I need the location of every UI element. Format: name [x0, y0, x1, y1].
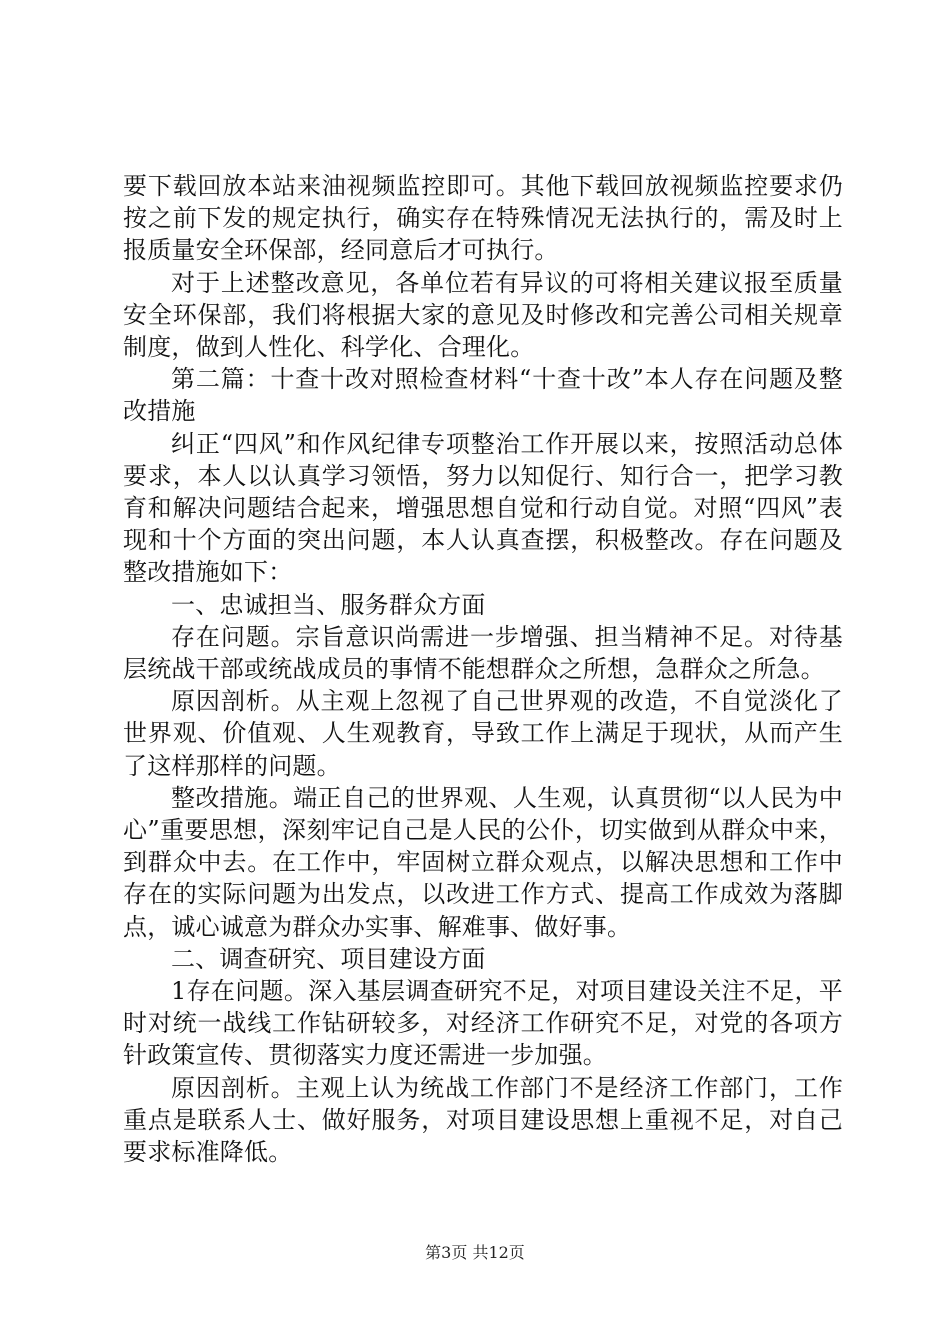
paragraph-section-title: 第二篇：十查十改对照检查材料“十查十改”本人存在问题及整改措施 — [123, 365, 843, 426]
heading-section-2: 二、调查研究、项目建设方面 — [171, 944, 486, 973]
paragraph-feedback: 对于上述整改意见，各单位若有异议的可将相关建议报至质量安全环保部，我们将根据大家的意见及时修改和完善公司相关规章制度，做到人性化、科学化、合理化。 — [123, 268, 843, 362]
paragraph-cause-1: 原因剖析。从主观上忽视了自己世界观的改造，不自觉淡化了世界观、价值观、人生观教育，导致工作上满足于现状，从而产生了这样那样的问题。 — [123, 687, 843, 780]
paragraph-measures-1: 整改措施。端正自己的世界观、人生观，认真贯彻“以人民为中心”重要思想，深刻牢记自己是人民的公仆，切实做到从群众中来，到群众中去。在工作中，牢固树立群众观点，以解决思想和工作中存在的实际问题为出发点，以改进工作方式、提高工作成效为落脚点，诚心诚意为群众办实事、解难事、做好事。 — [123, 783, 843, 941]
paragraph-intro: 纠正“四风”和作风纪律专项整治工作开展以来，按照活动总体要求，本人以认真学习领悟，努力以知促行、知行合一，把学习教育和解决问题结合起来，增强思想自觉和行动自觉。对照“四风”表现和十个方面的突出问题，本人认真查摆，积极整改。存在问题及整改措施如下： — [123, 429, 843, 587]
page-number: 第3页 共12页 — [425, 1243, 525, 1262]
paragraph-cause-2: 原因剖析。主观上认为统战工作部门不是经济工作部门，工作重点是联系人士、做好服务，对项目建设思想上重视不足，对自己要求标准降低。 — [123, 1073, 843, 1167]
paragraph-problem-1: 存在问题。宗旨意识尚需进一步增强、担当精神不足。对待基层统战干部或统战成员的事情不能想群众之所想，急群众之所急。 — [123, 622, 843, 684]
document-body — [123, 170, 843, 1168]
paragraph-continuation: 要下载回放本站来油视频监控即可。其他下载回放视频监控要求仍按之前下发的规定执行，确实存在特殊情况无法执行的，需及时上报质量安全环保部，经同意后才可执行。 — [123, 172, 843, 265]
heading-section-1: 一、忠诚担当、服务群众方面 — [171, 590, 486, 619]
paragraph-problem-2: 1存在问题。深入基层调查研究不足，对项目建设关注不足，平时对统一战线工作钻研较多，对经济工作研究不足，对党的各项方针政策宣传、贯彻落实力度还需进一步加强。 — [123, 977, 843, 1070]
